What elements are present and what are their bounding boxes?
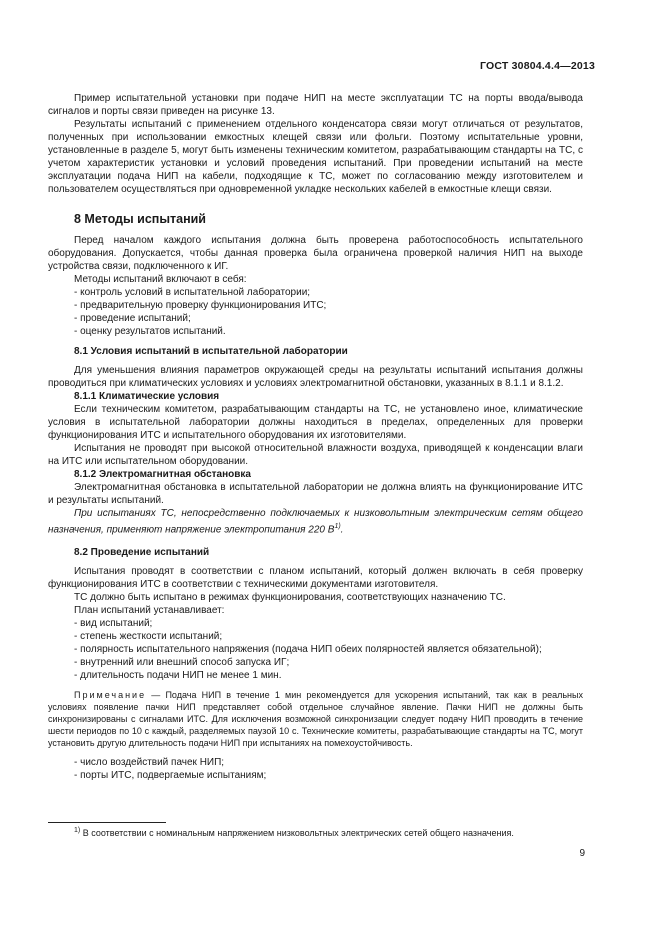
footnote-text: В соответствии с номинальным напряжением низковольтных электрических сетей общего назначения. (80, 828, 514, 838)
section-8-1-2-title: 8.1.2 Электромагнитная обстановка (74, 469, 251, 480)
list-item: - внутренний или внешний способ запуска ИГ; (74, 657, 290, 669)
section-8-2-paragraph-2: ТС должно быть испытано в режимах функционирования, соответствующих назначению ТС. (74, 592, 506, 604)
section-8-1-2-paragraph-1: Электромагнитная обстановка в испытательной лаборатории не должна влиять на функционирование ИТС и результаты испытаний. (48, 482, 583, 506)
note (48, 689, 583, 749)
list-item: - число воздействий пачек НИП; (74, 757, 225, 769)
section-8-1-1-paragraph-1: Если техническим комитетом, разрабатывающим стандарты на ТС, не установлено иное, климатические условия в испытательной лаборатории должны находиться в пределах, определенных для проверки функционирования ИТС и испытательного оборудования их изготовителями. (48, 404, 583, 441)
note-label: Примечание (74, 690, 147, 701)
note-text: — Подача НИП в течение 1 мин рекомендуется для ускорения испытаний, так как в реальных условиях появление пачки НИП представляет собой отдельное случайное явление. Пачки НИП не должны быть синхронизированы с сигналами ИТС. Для исключения возможной синхронизации следует подачу НИП проводить в течение шести периодов по 10 с каждый, разделяемых паузой 10 с. Технические комитеты, разрабатывающие стандарты на ТС, могут установить другую длительность подачи НИП при испытаниях на помехоустойчивость. (48, 690, 583, 749)
section-8-paragraph-1: Перед началом каждого испытания должна быть проверена работоспособность испытательного оборудования. Допускается, чтобы данная проверка была ограничена проверкой наличия НИП на выходе устройства связи, подключенного к ИГ. (48, 235, 583, 272)
section-8-title: 8 Методы испытаний (74, 212, 206, 226)
list-item: - проведение испытаний; (74, 313, 191, 324)
page-number: 9 (579, 848, 585, 859)
list-item: - полярность испытательного напряжения (подача НИП обеих полярностей является обязательной); (74, 644, 542, 656)
italic-text: При испытаниях ТС, непосредственно подключаемых к низковольтным электрическим сетям общего назначения, применяют напряжение электропитания 220 В (48, 508, 583, 536)
document-body (48, 92, 583, 782)
paragraph-2: Результаты испытаний с применением отдельного конденсатора связи могут отличаться от результатов, полученных при использовании емкостных клещей связи или фольги. Поэтому испытательные уровни, установленные в разделе 5, могут быть изменены техническим комитетом, разрабатывающим стандарты на ТС, с учетом характеристик установки и условий проведения испытаний. При проведении испытаний на месте эксплуатации подача НИП на кабели, подходящие к ТС, может по согласованию между изготовителем и пользователем осуществляться при одновременной укладке нескольких кабелей в емкостные клещи связи. (48, 119, 583, 195)
list-item: - вид испытаний; (74, 618, 153, 630)
section-8-list (48, 286, 583, 338)
list-item: - порты ИТС, подвергаемые испытаниям; (74, 770, 267, 782)
list-item: - длительность подачи НИП не менее 1 мин. (74, 670, 282, 682)
footnote (74, 827, 584, 838)
section-8-1-1-title: 8.1.1 Климатические условия (74, 391, 220, 402)
footnote-ref: 1) (334, 523, 341, 530)
section-8-paragraph-2: Методы испытаний включают в себя: (74, 274, 247, 285)
section-8-2-paragraph-3: План испытаний устанавливает: (74, 605, 225, 617)
section-8-2-list-2 (48, 756, 583, 782)
paragraph-1: Пример испытательной установки при подаче НИП на месте эксплуатации ТС на порты ввода/вывода сигналов и порты связи приведен на рисунке 13. (48, 93, 583, 117)
section-8-2-title: 8.2 Проведение испытаний (74, 547, 210, 559)
list-item: - оценку результатов испытаний. (74, 326, 226, 337)
section-8-1-title: 8.1 Условия испытаний в испытательной лаборатории (74, 346, 348, 357)
section-8-2-paragraph-1: Испытания проводят в соответствии с планом испытаний, который должен включать в себя проверку функционирования ИТС в соответствии с техническими документами изготовителя. (48, 566, 583, 591)
section-8-2-list (48, 617, 583, 682)
list-item: - контроль условий в испытательной лаборатории; (74, 287, 311, 298)
footnote-mark: 1) (74, 827, 81, 834)
document-header: ГОСТ 30804.4.4—2013 (479, 60, 595, 72)
section-8-1-2-paragraph-2: При испытаниях ТС, непосредственно подключаемых к низковольтным электрическим сетям общего назначения, применяют напряжение электропитания 220 $В^{1)}$. (48, 508, 583, 536)
section-8-1-paragraph: Для уменьшения влияния параметров окружающей среды на результаты испытаний испытания должны проводиться при климатических условиях и условиях электромагнитной обстановки, указанных в 8.1.1 и 8.1.2. (48, 365, 583, 389)
list-item: - предварительную проверку функционирования ИТС; (74, 300, 327, 311)
footnote-divider (48, 822, 166, 823)
list-item: - степень жесткости испытаний; (74, 631, 223, 643)
section-8-1-1-paragraph-2: Испытания не проводят при высокой относительной влажности воздуха, приводящей к конденсации влаги на ИТС или испытательном оборудовании. (48, 443, 583, 467)
